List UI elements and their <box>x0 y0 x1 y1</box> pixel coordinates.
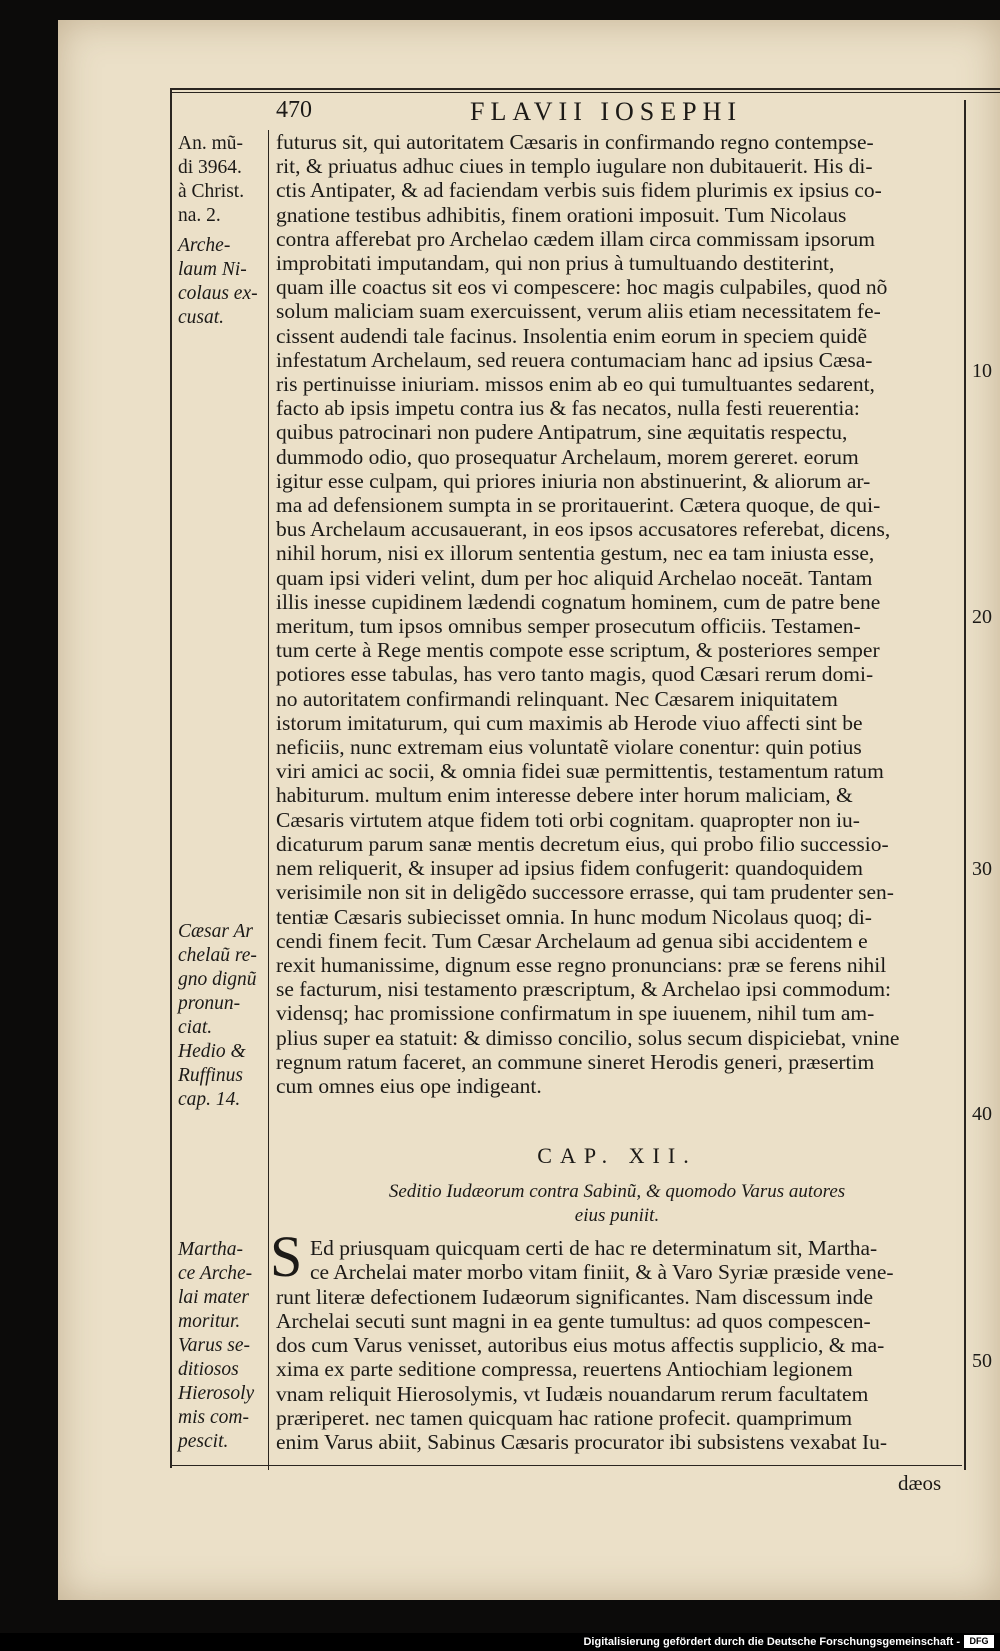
text-line: Cæsaris virtutem atque fidem toti orbi cognitam. quapropter non iu- <box>276 807 860 832</box>
margin-note-marthace: Martha- ce Arche- lai mater moritur. Varus se- ditiosos Hierosoly mis com- pescit. <box>178 1239 255 1452</box>
margin-note-year: An. mũ- di 3964. à Christ. na. 2. <box>178 133 245 226</box>
text-line: ris pertinuisse iniuriam. missos enim ab eo qui tumultuantes sedarent, <box>276 372 875 397</box>
text-line: dos cum Varus venisset, autoribus eius motus affectis supplicio, & ma- <box>276 1333 885 1358</box>
text-line: tentiæ Cæsaris subiecisset omnia. In hunc modum Nicolaus quoq; di- <box>276 904 872 929</box>
margin-note-archelaum: Arche- laum Ni- colaus ex- cusat. <box>178 235 258 328</box>
text-line: meritum, tum ipsos omnibus semper prosecutum officiis. Testamen- <box>276 614 861 639</box>
text-line: tum certe à Rege mentis compote esse scriptum, & posteriores semper <box>276 638 880 663</box>
drop-capital: S <box>270 1224 303 1289</box>
text-line: facto ab ipsis impetu contra ius & fas necatos, nulla festi reuerentia: <box>276 396 860 421</box>
text-line: rit, & priuatus adhuc ciues in templo iugulare non dubitauerit. His di- <box>276 154 873 179</box>
text-line: vidensq; hac promissione confirmatum in spe iuuenem, nihil tum am- <box>276 1001 875 1026</box>
text-line: ma ad defensionem sumpta in se proritauerint. Cætera quoque, de qui- <box>276 493 881 518</box>
text-line: dummodo odio, quo prosequatur Archelaum, morem gereret. eorum <box>276 444 859 469</box>
text-line: bus Archelaum accusauerant, in eos ipsos accusatores referebat, dicens, <box>276 517 891 542</box>
header-rule-lower <box>170 92 1000 93</box>
text-line: gnatione testibus adhibitis, finem orationi imposuit. Tum Nicolaus <box>276 202 847 227</box>
line-number: 50 <box>972 1350 992 1372</box>
header-rule <box>170 88 1000 90</box>
text-line: habiturum. multum enim interesse debere inter horum maliciam, & <box>276 783 853 808</box>
text-line: xima ex parte seditione compressa, reuertens Antiochiam legionem <box>276 1357 853 1382</box>
margin-rule-outer <box>170 88 172 1468</box>
text-line: infestatum Archelaum, sed reuera contumaciam hanc ad ipsius Cæsa- <box>276 347 873 372</box>
text-line: se facturum, nisi testamento præscriptum, & Archelao ipsi commodum: <box>276 977 892 1002</box>
text-line: no autoritatem confirmandi relinquant. Nec Cæsarem iniquitatem <box>276 686 838 711</box>
text-line: nihil horum, nisi ex illorum sententia gestum, nec ea tam iniusta esse, <box>276 541 875 566</box>
text-line: solum maliciam suam exercuissent, verum aliis etiam necessitatem fe- <box>276 299 881 324</box>
running-title: FLAVII IOSEPHI <box>470 97 743 126</box>
text-line: igitur esse culpam, qui priores iniuria non abstinuerint, & aliorum ar- <box>276 468 871 493</box>
digitization-credit: Digitalisierung gefördert durch die Deutsche Forschungsgemeinschaft - <box>583 1636 960 1648</box>
text-line: nem reliquerit, & insuper ad ipsius fidem confugerit: quandoquidem <box>276 856 863 881</box>
text-rule-right <box>964 100 966 1470</box>
text-line: Archelai secuti sunt magni in ea gente tumultus: ad quos compescen- <box>276 1308 871 1333</box>
text-line: rexit humanissime, dignum esse regno pronuncians: præ se ferens nihil <box>276 952 887 977</box>
page-header <box>270 97 970 127</box>
text-line: plius super ea statuit: & dimisso concilio, solus secum dispiciebat, vnine <box>276 1025 900 1050</box>
text-line: quam ipsi videri velint, dum per hoc aliquid Archelao noceāt. Tantam <box>276 565 873 590</box>
text-line: ce Archelai mater morbo vitam finiit, & à Varo Syriæ præside vene- <box>310 1260 894 1285</box>
text-line: enim Varus abiit, Sabinus Cæsaris procurator ibi subsistens vexabat Iu- <box>276 1430 888 1455</box>
text-line: viri amici ac socii, & omnia fidei suæ permittentis, testamentum ratum <box>276 759 884 784</box>
text-line: contra afferebat pro Archelao cædem illam circa commissam ipsorum <box>276 226 875 251</box>
text-line: futurus sit, qui autoritatem Cæsaris in confirmando regno contempse- <box>276 130 874 154</box>
text-line: cissent audendi tale facinus. Insolentia enim eorum in speciem quidẽ <box>276 323 868 348</box>
line-number: 30 <box>972 858 992 880</box>
text-line: cum omnes eius ope indigeant. <box>276 1073 542 1098</box>
text-line: dicaturum parum sanæ mentis decretum eius, qui probo filio successio- <box>276 831 889 856</box>
text-line: quam ille coactus sit eos vi compescere: hoc magis culpabiles, quod nõ <box>276 275 888 300</box>
chapter-body-text <box>276 1236 958 1455</box>
body-text <box>276 130 958 1098</box>
line-number: 40 <box>972 1103 992 1125</box>
footer-rule <box>172 1465 962 1466</box>
page-number: 470 <box>276 97 312 123</box>
text-line: verisimile non sit in deligẽdo successore errasse, qui tam prudenter sen- <box>276 880 894 905</box>
text-line: cendi finem fecit. Tum Cæsar Archelaum ad genua sibi accidentem e <box>276 928 868 953</box>
text-line: istorum imitaturum, qui cum maximis ab Herode viuo affecti sint be <box>276 710 863 735</box>
dfg-logo: DFG <box>964 1635 994 1648</box>
text-line: illis inesse cupidinem lædendi cognatum hominem, cum de patre bene <box>276 589 881 614</box>
text-line: quibus patrocinari non pudere Antipatrum, sine æquitatis respectu, <box>276 420 848 445</box>
text-line: vnam reliquit Hierosolymis, vt Iudæis nouandarum rerum facultatem <box>276 1381 869 1406</box>
text-line: ctis Antipater, & ad faciendam verbis suis fidem plurimis ex ipsius co- <box>276 178 882 203</box>
text-line: Ed priusquam quicquam certi de hac re determinatum sit, Martha- <box>310 1236 878 1260</box>
text-line: improbitati imputandam, qui non prius à tumultuando destiterint, <box>276 251 835 276</box>
chapter-heading: CAP. XII. <box>537 1143 697 1168</box>
text-line: potiores esse tabulas, has vero tanto magis, quod Cæsari rerum domi- <box>276 662 874 687</box>
text-line: regnum ratum faceret, an commune sineret Herodis generi, præsertim <box>276 1049 875 1074</box>
line-number: 10 <box>972 360 992 382</box>
text-line: runt literæ defectionem Iudæorum significantes. Nam discessum inde <box>276 1284 874 1309</box>
text-line: neficiis, nunc extremam eius voluntatẽ violare conentur: quin potius <box>276 735 862 760</box>
catchword: dæos <box>898 1471 942 1495</box>
margin-note-caesar: Cæsar Ar chelaũ re- gno dignũ pronun- ciat. Hedio & Ruffinus cap. 14. <box>178 921 257 1110</box>
text-line: præriperet. nec tamen quicquam hac ratione profecit. quamprimum <box>276 1406 853 1431</box>
chapter-subtitle: Seditio Iudæorum contra Sabinũ, & quomodo Varus autores eius puniit. <box>388 1181 846 1226</box>
line-number: 20 <box>972 606 992 628</box>
